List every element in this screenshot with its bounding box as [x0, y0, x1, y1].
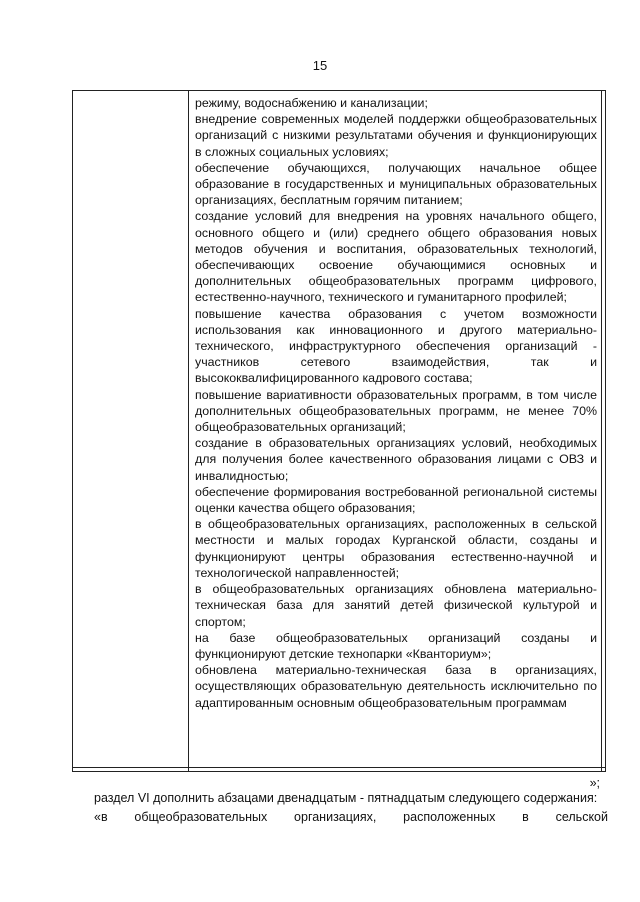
table-inner-border-bottom [73, 767, 605, 768]
body-text [72, 790, 608, 827]
closing-quote: »; [589, 776, 600, 790]
table-cell-content [195, 95, 597, 711]
cell-paragraph: повышение качества образования с учетом возможности использования как инновационного и другого материально-технического, инфраструктурного обеспечения организаций - участников сетевого взаимодействия, так и высококвалифицированного кадрового состава; [195, 306, 597, 386]
cell-paragraph: обновлена материально-техническая база в организациях, осуществляющих образовательную деятельность исключительно по адаптированным основным общеобразовательным программам [195, 663, 597, 710]
column-divider [188, 91, 189, 771]
cell-paragraph: создание условий для внедрения на уровнях начального общего, основного общего и (или) среднего общего образования новых методов обучения и воспитания, образовательных технологий, обеспечивающих освоение обучающимися основных и дополнительных общеобразовательных программ цифрового, естественно-научного, технического и гуманитарного профилей; [195, 209, 597, 305]
cell-paragraph: режиму, водоснабжению и канализации; [195, 96, 428, 110]
cell-paragraph: внедрение современных моделей поддержки общеобразовательных организаций с низкими результатами обучения и функционирующих в сложных социальных условиях; [195, 112, 597, 159]
body-paragraph: «в общеобразовательных организациях, расположенных в сельской [94, 809, 608, 824]
program-table [72, 90, 606, 772]
cell-paragraph: в общеобразовательных организациях обновлена материально-техническая база для занятий детей физической культурой и спортом; [195, 582, 597, 629]
cell-paragraph: создание в образовательных организациях условий, необходимых для получения более качественного образования лицами с ОВЗ и инвалидностью; [195, 436, 597, 483]
cell-paragraph: обеспечение обучающихся, получающих начальное общее образование в государственных и муниципальных образовательных организациях, бесплатным горячим питанием; [195, 160, 597, 208]
cell-paragraph: на базе общеобразовательных организаций созданы и функционируют детские технопарки «Кванториум»; [195, 630, 597, 661]
page-number: 15 [312, 58, 328, 73]
cell-paragraph: в общеобразовательных организациях, расположенных в сельской местности и малых городах Курганской области, созданы и функционируют центры образования естественно-научной и технологической направленностей; [195, 517, 597, 580]
cell-paragraph: обеспечение формирования востребованной региональной системы оценки качества общего образования; [195, 484, 597, 516]
table-inner-border-right [601, 91, 602, 771]
cell-paragraph: повышение вариативности образовательных программ, в том числе дополнительных общеобразовательных программ, не менее 70% общеобразовательных организаций; [195, 387, 597, 435]
body-paragraph: раздел VI дополнить абзацами двенадцатым - пятнадцатым следующего содержания: [94, 791, 598, 805]
